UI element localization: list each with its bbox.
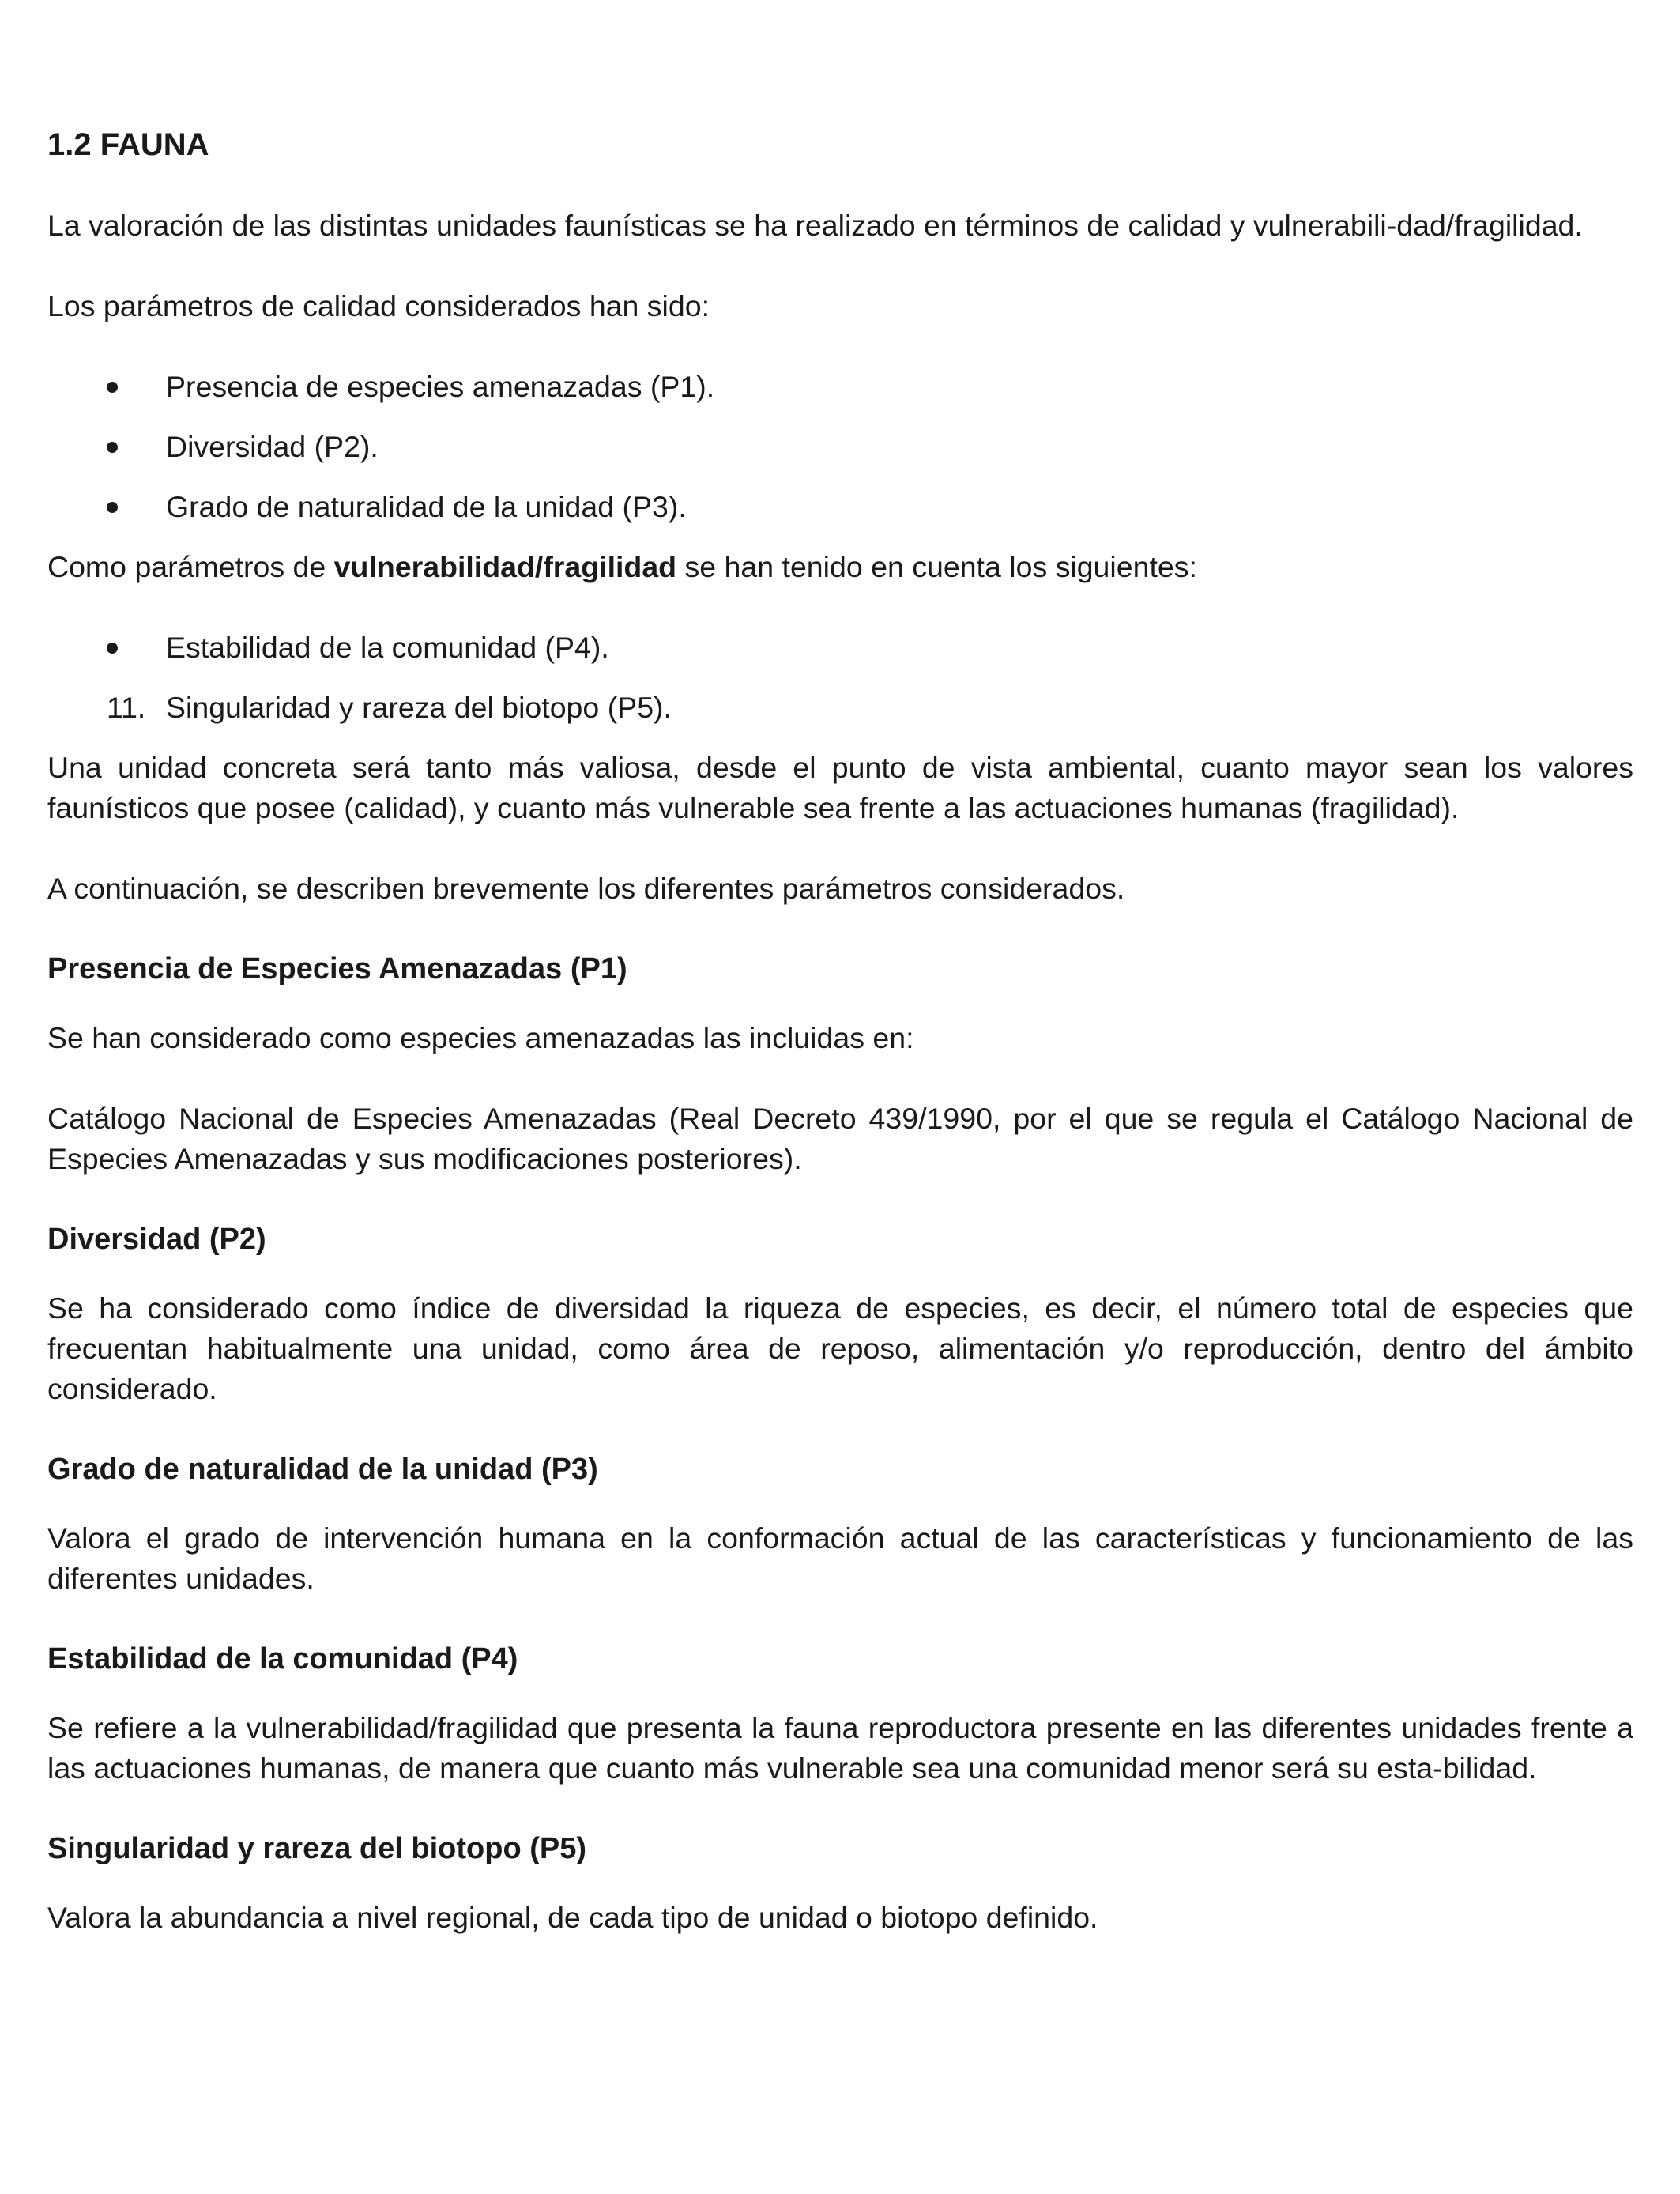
p5-text: Valora la abundancia a nivel regional, de cada tipo de unidad o biotopo definido. bbox=[47, 1901, 1098, 1934]
vulnerabilidad-intro bbox=[47, 547, 1633, 587]
document-page bbox=[47, 0, 1633, 1938]
list-item bbox=[47, 487, 1633, 527]
list-item-text: Singularidad y rareza del biotopo (P5). bbox=[166, 691, 672, 724]
p4-text: Se refiere a la vulnerabilidad/fragilidad que presenta la fauna reproductora presente en las diferentes unidades frente a las actuaciones humanas, de manera que cuanto más vulnerable sea una comunidad menor será su esta-bilidad. bbox=[47, 1711, 1633, 1785]
list-item bbox=[47, 628, 1633, 668]
number-marker: 11. bbox=[107, 691, 146, 724]
p2-heading: Diversidad (P2) bbox=[47, 1223, 266, 1256]
list-item-text: Presencia de especies amenazadas (P1). bbox=[166, 370, 715, 403]
list-item-text: Diversidad (P2). bbox=[166, 430, 379, 463]
list-item-text: Estabilidad de la comunidad (P4). bbox=[166, 631, 609, 664]
p3-heading: Grado de naturalidad de la unidad (P3) bbox=[47, 1453, 598, 1486]
vulnerabilidad-intro-bold: vulnerabilidad/fragilidad bbox=[333, 550, 677, 583]
bullet-marker bbox=[47, 487, 156, 527]
p5-heading: Singularidad y rareza del biotopo (P5) bbox=[47, 1832, 586, 1865]
p1-text: Se han considerado como especies amenazadas las incluidas en: bbox=[47, 1021, 914, 1054]
p1-heading: Presencia de Especies Amenazadas (P1) bbox=[47, 952, 627, 986]
p1-catalogo: Catálogo Nacional de Especies Amenazadas (Real Decreto 439/1990, por el que se regula el Catálogo Nacional de Especies Amenazadas y sus modificaciones posteriores). bbox=[47, 1102, 1633, 1175]
list-item bbox=[47, 427, 1633, 467]
list-item bbox=[47, 367, 1633, 407]
bullet-marker bbox=[47, 367, 156, 407]
intro-paragraph: La valoración de las distintas unidades faunísticas se ha realizado en términos de calidad y vulnerabili-dad/fragilidad. bbox=[47, 209, 1583, 242]
list-item bbox=[47, 688, 1633, 728]
bullet-marker bbox=[47, 427, 156, 467]
continuacion-paragraph: A continuación, se describen brevemente los diferentes parámetros considerados. bbox=[47, 872, 1125, 905]
vulnerabilidad-intro-after: se han tenido en cuenta los siguientes: bbox=[676, 550, 1197, 583]
section-title: 1.2 FAUNA bbox=[47, 127, 209, 162]
p3-text: Valora el grado de intervención humana en la conformación actual de las características y funcionamiento de las diferentes unidades. bbox=[47, 1521, 1633, 1595]
calidad-intro: Los parámetros de calidad considerados han sido: bbox=[47, 289, 710, 322]
p2-text: Se ha considerado como índice de diversidad la riqueza de especies, es decir, el número total de especies que frecuentan habitualmente una unidad, como área de reposo, alimentación y/o reproducción, dentro del ámbito considerado. bbox=[47, 1291, 1633, 1405]
calidad-list bbox=[47, 367, 1633, 527]
bullet-marker bbox=[47, 628, 156, 668]
valoracion-paragraph: Una unidad concreta será tanto más valiosa, desde el punto de vista ambiental, cuanto mayor sean los valores faunísticos que posee (calidad), y cuanto más vulnerable sea frente a las actuaciones humanas (fragilidad). bbox=[47, 751, 1633, 824]
p4-heading: Estabilidad de la comunidad (P4) bbox=[47, 1642, 518, 1676]
vulnerabilidad-intro-before: Como parámetros de bbox=[47, 550, 334, 583]
vulnerabilidad-list bbox=[47, 628, 1633, 728]
list-item-text: Grado de naturalidad de la unidad (P3). bbox=[166, 490, 687, 523]
